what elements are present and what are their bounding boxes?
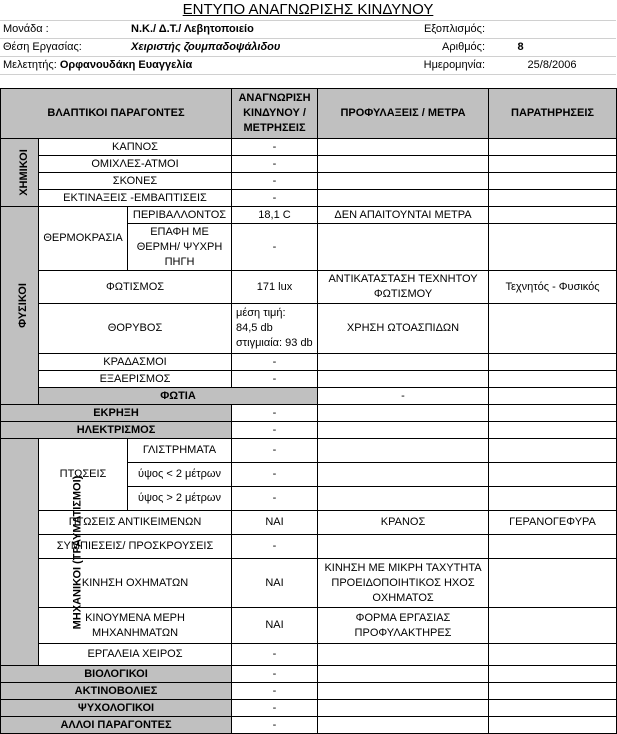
row-electric: ΗΛΕΚΤΡΙΣΜΟΣ [1,422,232,439]
row-vehicles: ΚΙΝΗΣΗ ΟΧΗΜΑΤΩΝ [39,559,232,608]
column-header-factors: ΒΛΑΠΤΙΚΟΙ ΠΑΡΑΓΟΝΤΕΣ [1,89,232,139]
value-hand-tools: - [232,644,318,666]
form-title: ΕΝΤΥΠΟ ΑΝΑΓΝΩΡΙΣΗΣ ΚΙΝΔΥΝΟΥ [128,0,488,20]
row-temp-contact: ΕΠΑΦΗ ΜΕ ΘΕΡΜΗ/ ΨΥΧΡΗ ΠΗΓΗ [128,224,232,271]
row-radiation: ΑΚΤΙΝΟΒΟΛΙΕΣ [1,683,232,700]
value-height-gt: - [232,487,318,511]
number-label: Αριθμός: [368,38,488,56]
value-height-lt: - [232,463,318,487]
measure-falling-objects: ΚΡΑΝΟΣ [318,511,489,535]
row-noise: ΘΟΡΥΒΟΣ [39,304,232,354]
note-lighting: Τεχνητός - Φυσικός [489,271,617,304]
value-explosion: - [232,405,318,422]
equipment-label: Εξοπλισμός: [368,20,488,38]
column-header-measures: ΠΡΟΦΥΛΑΞΕΙΣ / ΜΕΤΡΑ [318,89,489,139]
row-smoke: ΚΑΠΝΟΣ [39,139,232,156]
row-lighting: ΦΩΤΙΣΜΟΣ [39,271,232,304]
unit-label: Μονάδα : [0,20,128,38]
group-physical: ΦΥΣΙΚΟΙ [1,207,39,405]
row-mist: ΟΜΙΧΛΕΣ-ΑΤΜΟΙ [39,156,232,173]
value-noise: μέση τιμή: 84,5 db στιγμιαία: 93 db [232,304,318,354]
group-chemical: ΧΗΜΙΚΟΙ [1,139,39,207]
row-falls: ΠΤΩΣΕΙΣ [39,439,128,511]
measure-noise: ΧΡΗΣΗ ΩΤΟΑΣΠΙΔΩΝ [318,304,489,354]
value-biological: - [232,666,318,683]
row-height-gt: ύψος > 2 μέτρων [128,487,232,511]
row-psychological: ΨΥΧΟΛΟΓΙΚΟΙ [1,700,232,717]
row-fire: ΦΩΤΙΑ [39,388,318,405]
value-electric: - [232,422,318,439]
value-spray: - [232,190,318,207]
measure-temp-environment: ΔΕΝ ΑΠΑΙΤΟΥΝΤΑΙ ΜΕΤΡΑ [318,207,489,224]
row-hand-tools: ΕΡΓΑΛΕΙΑ ΧΕΙΡΟΣ [39,644,232,666]
row-slip: ΓΛΙΣΤΡΗΜΑΤΑ [128,439,232,463]
value-psychological: - [232,700,318,717]
value-other: - [232,717,318,734]
row-other: ΑΛΛΟΙ ΠΑΡΑΓΟΝΤΕΣ [1,717,232,734]
row-dust: ΣΚΟΝΕΣ [39,173,232,190]
row-compression: ΣΥΜΠΙΕΣΕΙΣ/ ΠΡΟΣΚΡΟΥΣΕΙΣ [39,535,232,559]
column-header-notes: ΠΑΡΑΤΗΡΗΣΕΙΣ [489,89,617,139]
measure-vehicles: ΚΙΝΗΣΗ ΜΕ ΜΙΚΡΗ ΤΑΧΥΤΗΤΑ ΠΡΟΕΙΔΟΠΟΙΗΤΙΚΟΣ ΗΧΟΣ ΟΧΗΜΑΤΟΣ [318,559,489,608]
row-moving-parts: ΚΙΝΟΥΜΕΝΑ ΜΕΡΗ ΜΗΧΑΝΗΜΑΤΩΝ [39,608,232,644]
row-falling-objects: ΠΤΩΣΕΙΣ ΑΝΤΙΚΕΙΜΕΝΩΝ [39,511,232,535]
value-temp-environment: 18,1 C [232,207,318,224]
value-smoke: - [232,139,318,156]
form-header [0,0,616,75]
number-value: 8 [488,38,553,56]
unit-value: Ν.Κ./ Δ.Τ./ Λεβητοποιείο [128,20,368,38]
value-moving-parts: ΝΑΙ [232,608,318,644]
researcher-label: Μελετητής: [3,59,57,71]
date-value: 25/8/2006 [488,56,616,74]
value-mist: - [232,156,318,173]
row-spray: ΕΚΤΙΝΑΞΕΙΣ -ΕΜΒΑΠΤΙΣΕΙΣ [39,190,232,207]
researcher-value: Ορφανουδάκη Ευαγγελία [59,59,193,71]
value-slip: - [232,439,318,463]
value-fire: - [318,388,489,405]
row-temp-environment: ΠΕΡΙΒΑΛΛΟΝΤΟΣ [128,207,232,224]
value-vehicles: ΝΑΙ [232,559,318,608]
hazard-table [0,88,617,734]
value-falling-objects: ΝΑΙ [232,511,318,535]
value-lighting: 171 lux [232,271,318,304]
measure-moving-parts: ΦΟΡΜΑ ΕΡΓΑΣΙΑΣ ΠΡΟΦΥΛΑΚΤΗΡΕΣ [318,608,489,644]
note-falling-objects: ΓΕΡΑΝΟΓΕΦΥΡΑ [489,511,617,535]
row-vibration: ΚΡΑΔΑΣΜΟΙ [39,354,232,371]
date-label: Ημερομηνία: [368,56,488,74]
value-ventilation: - [232,371,318,388]
column-header-recognition: ΑΝΑΓΝΩΡΙΣΗ ΚΙΝΔΥΝΟΥ / ΜΕΤΡΗΣΕΙΣ [232,89,318,139]
value-vibration: - [232,354,318,371]
row-ventilation: ΕΞΑΕΡΙΣΜΟΣ [39,371,232,388]
value-temp-contact: - [232,224,318,271]
row-explosion: ΕΚΡΗΞΗ [1,405,232,422]
value-radiation: - [232,683,318,700]
value-compression: - [232,535,318,559]
row-height-lt: ύψος < 2 μέτρων [128,463,232,487]
position-label: Θέση Εργασίας: [0,38,128,56]
group-mechanical: ΜΗΧΑΝΙΚΟΙ (ΤΡΑΥΜΑΤΙΣΜΟΙ) [1,439,39,666]
value-dust: - [232,173,318,190]
position-value: Χειριστής ζουμπαδοψάλιδου [128,38,368,56]
measure-lighting: ΑΝΤΙΚΑΤΑΣΤΑΣΗ ΤΕΧΝΗΤΟΥ ΦΩΤΙΣΜΟΥ [318,271,489,304]
row-temperature: ΘΕΡΜΟΚΡΑΣΙΑ [39,207,128,271]
row-biological: ΒΙΟΛΟΓΙΚΟΙ [1,666,232,683]
